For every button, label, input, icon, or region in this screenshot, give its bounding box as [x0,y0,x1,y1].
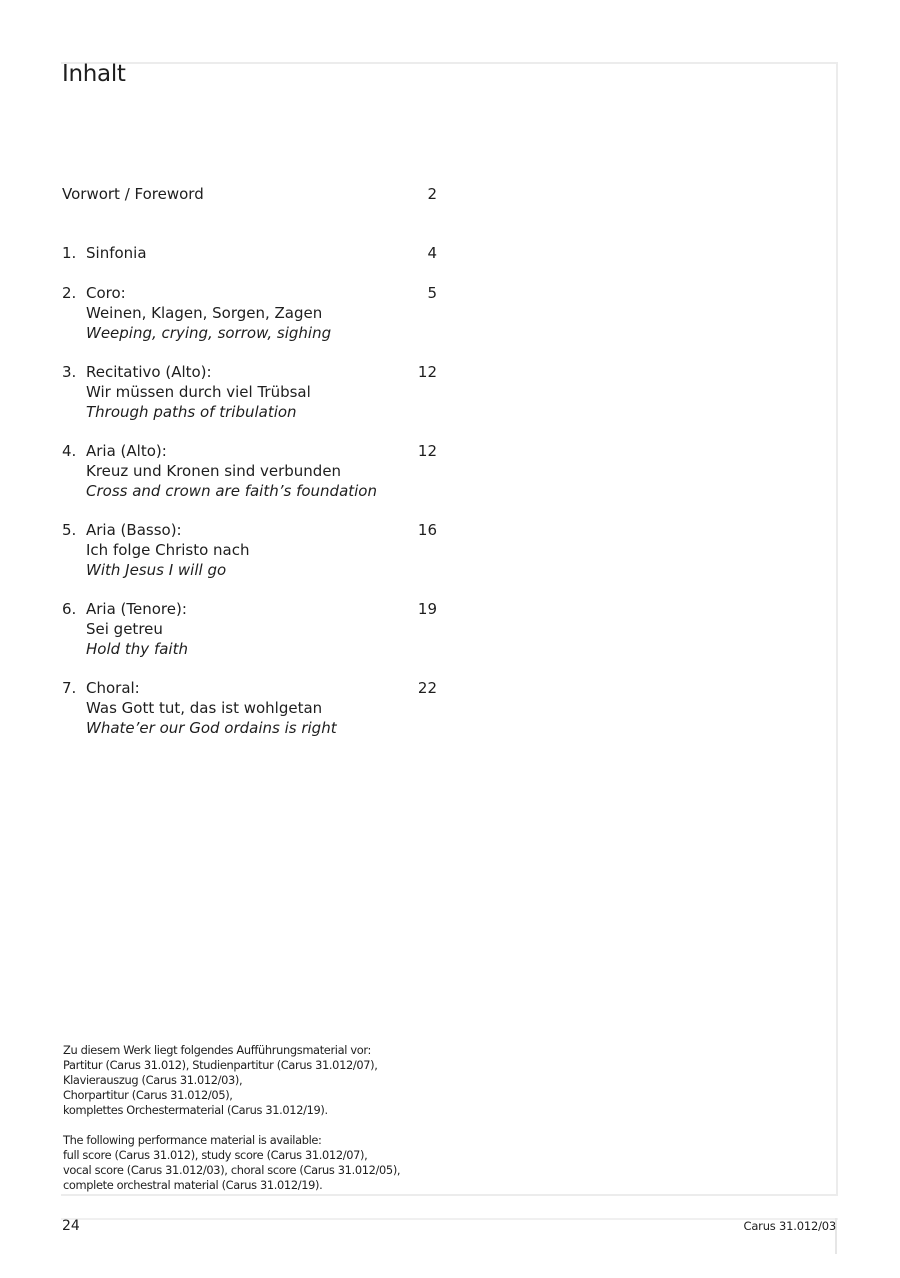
toc-entry-text: Weinen, Klagen, Sorgen, Zagen [86,303,323,322]
toc-entry-number: 7. [62,679,77,697]
toc-entry-number: 4. [62,442,77,460]
toc-entry-number: 5. [62,521,77,539]
toc-entry-translation: Whate’er our God ordains is right [86,718,337,737]
material-note-line: Zu diesem Werk liegt folgendes Aufführungsmaterial vor: [63,1043,371,1057]
page-title: Inhalt [62,61,126,87]
toc-entry-title: Coro: [86,284,126,302]
toc-entry-page: 16 [417,521,437,539]
toc-entry-page: 4 [427,244,437,262]
material-note-line: Klavierauszug (Carus 31.012/03), [63,1073,243,1087]
toc-entry-page: 5 [427,284,437,302]
material-note-en [63,1133,463,1193]
toc-entry-translation: With Jesus I will go [86,560,227,579]
toc-entry-text: Sei getreu [86,619,163,638]
toc-entry-number: 2. [62,284,77,302]
toc-entry-page: 12 [417,442,437,460]
toc-entry-text: Was Gott tut, das ist wohlgetan [86,698,323,717]
toc-foreword[interactable] [62,184,437,204]
material-note-line: vocal score (Carus 31.012/03), choral score (Carus 31.012/05), [63,1163,401,1177]
toc-entry-translation: Hold thy faith [86,639,188,658]
toc-entry-translation: Weeping, crying, sorrow, sighing [86,323,332,342]
material-note-de [63,1043,463,1118]
toc-entry-text: Kreuz und Kronen sind verbunden [86,461,342,480]
toc-entry-page: 22 [417,679,437,697]
toc-entry-5[interactable] [62,521,437,580]
toc-entry-2[interactable] [62,284,437,343]
footer-rule [61,1218,838,1220]
toc-entry-1[interactable] [62,244,437,264]
toc-entry-translation: Through paths of tribulation [86,402,297,421]
toc-entry-title: Aria (Alto): [86,442,167,460]
toc-entry-title: Choral: [86,679,140,697]
toc-entry-3[interactable] [62,363,437,422]
toc-entry-number: 3. [62,363,77,381]
toc-entry-text: Ich folge Christo nach [86,540,250,559]
toc-foreword-page: 2 [427,185,437,203]
material-note-line: Chorpartitur (Carus 31.012/05), [63,1088,233,1102]
toc-entry-title: Recitativo (Alto): [86,363,212,381]
material-note-line: complete orchestral material (Carus 31.012/19). [63,1178,323,1192]
toc-foreword-label: Vorwort / Foreword [62,185,204,203]
toc-entry-text: Wir müssen durch viel Trübsal [86,382,311,401]
material-note-line: full score (Carus 31.012), study score (Carus 31.012/07), [63,1148,368,1162]
toc-entry-title: Sinfonia [86,244,147,262]
toc-entry-title: Aria (Basso): [86,521,182,539]
toc-entry-title: Aria (Tenore): [86,600,187,618]
toc-entry-page: 12 [417,363,437,381]
catalog-code: Carus 31.012/03 [743,1219,836,1233]
toc-entry-4[interactable] [62,442,437,501]
page-number: 24 [62,1218,80,1234]
toc-entry-number: 1. [62,244,77,262]
material-note-line: Partitur (Carus 31.012), Studienpartitur (Carus 31.012/07), [63,1058,378,1072]
toc-entry-7[interactable] [62,679,437,738]
toc-entry-translation: Cross and crown are faith’s foundation [86,481,377,500]
material-note-line: komplettes Orchestermaterial (Carus 31.012/19). [63,1103,328,1117]
toc-entry-6[interactable] [62,600,437,659]
toc-entry-page: 19 [417,600,437,618]
toc-entry-number: 6. [62,600,77,618]
material-note-line: The following performance material is available: [63,1133,322,1147]
